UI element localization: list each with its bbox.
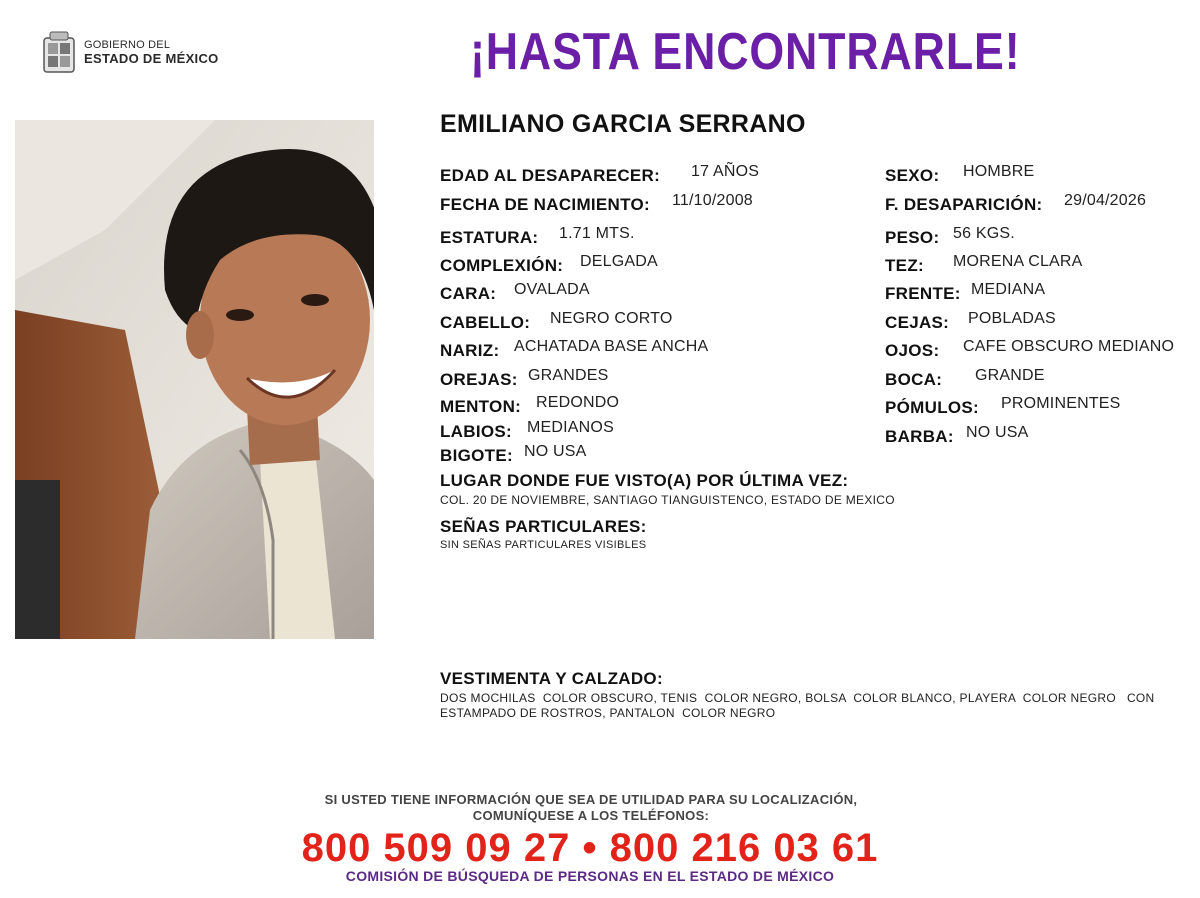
footer-info-line-1: SI USTED TIENE INFORMACIÓN QUE SEA DE UTILIDAD PARA SU LOCALIZACIÓN, — [324, 792, 858, 807]
field-chin — [440, 394, 620, 417]
field-chin-value: REDONDO — [536, 394, 620, 411]
field-mustache-value: NO USA — [524, 443, 587, 460]
field-cheekbones — [885, 395, 1121, 418]
field-mustache — [440, 443, 587, 466]
field-forehead-value: MEDIANA — [971, 281, 1046, 298]
field-beard-label: BARBA: — [885, 427, 954, 446]
field-build — [440, 253, 658, 276]
field-eyes — [885, 338, 1175, 361]
person-name: EMILIANO GARCIA SERRANO — [440, 110, 806, 138]
field-eyes-label: OJOS: — [885, 341, 940, 360]
field-beard — [885, 424, 1029, 447]
missing-person-photo — [15, 120, 374, 639]
clothing-line-2: ESTAMPADO DE ROSTROS, PANTALON COLOR NEGRO — [440, 706, 776, 720]
field-nose-label: NARIZ: — [440, 341, 500, 360]
field-hair — [440, 310, 673, 333]
field-forehead — [885, 281, 1046, 304]
field-beard-value: NO USA — [966, 424, 1029, 441]
phone-numbers[interactable]: 800 509 09 27 • 800 216 03 61 — [301, 826, 879, 870]
field-age — [440, 163, 760, 186]
field-lips-value: MEDIANOS — [527, 419, 614, 436]
field-weight-value: 56 KGS. — [953, 225, 1015, 242]
field-ears — [440, 367, 609, 390]
clothing-title: VESTIMENTA Y CALZADO: — [440, 669, 663, 688]
clothing-line-1: DOS MOCHILAS COLOR OBSCURO, TENIS COLOR NEGRO, BOLSA COLOR BLANCO, PLAYERA COLOR NEGRO CON — [440, 691, 1155, 705]
field-eyebrows-label: CEJAS: — [885, 313, 950, 332]
field-lips — [440, 419, 614, 442]
field-complexion-value: MORENA CLARA — [953, 253, 1083, 270]
field-nose — [440, 338, 709, 361]
field-sex-value: HOMBRE — [963, 163, 1035, 180]
field-mustache-label: BIGOTE: — [440, 446, 513, 465]
field-forehead-label: FRENTE: — [885, 284, 961, 303]
field-weight — [885, 225, 1015, 248]
field-ears-value: GRANDES — [528, 367, 609, 384]
field-eyes-value: CAFE OBSCURO MEDIANO — [963, 338, 1175, 355]
field-sex-label: SEXO: — [885, 166, 940, 185]
field-birth-date-label: FECHA DE NACIMIENTO: — [440, 195, 650, 214]
field-cheekbones-value: PROMINENTES — [1001, 395, 1121, 412]
field-cheekbones-label: PÓMULOS: — [885, 398, 980, 417]
marks-title: SEÑAS PARTICULARES: — [440, 517, 647, 536]
field-disappearance-date — [885, 192, 1147, 215]
field-age-label: EDAD AL DESAPARECER: — [440, 166, 661, 185]
field-complexion-label: TEZ: — [885, 256, 924, 275]
field-eyebrows — [885, 310, 1056, 333]
last-seen-text: COL. 20 DE NOVIEMBRE, SANTIAGO TIANGUISTENCO, ESTADO DE MEXICO — [440, 493, 895, 507]
field-face-value: OVALADA — [514, 281, 590, 298]
state-seal-icon — [42, 30, 76, 74]
logo-line-2: ESTADO DE MÉXICO — [84, 51, 219, 66]
field-mouth-value: GRANDE — [975, 367, 1045, 384]
last-seen-title: LUGAR DONDE FUE VISTO(A) POR ÚLTIMA VEZ: — [440, 471, 849, 490]
field-mouth — [885, 367, 1045, 390]
commission-name: COMISIÓN DE BÚSQUEDA DE PERSONAS EN EL ESTADO DE MÉXICO — [345, 868, 835, 884]
field-weight-label: PESO: — [885, 228, 940, 247]
field-height-label: ESTATURA: — [440, 228, 539, 247]
logo-line-1: GOBIERNO DEL — [84, 39, 171, 51]
field-birth-date — [440, 192, 753, 215]
field-build-label: COMPLEXIÓN: — [440, 256, 564, 275]
field-hair-label: CABELLO: — [440, 313, 531, 332]
field-disappearance-date-label: F. DESAPARICIÓN: — [885, 195, 1043, 214]
field-complexion — [885, 253, 1083, 276]
field-birth-date-value: 11/10/2008 — [672, 192, 753, 209]
field-age-value: 17 AÑOS — [691, 163, 760, 180]
footer-info-line-2: COMUNÍQUESE A LOS TELÉFONOS: — [472, 808, 710, 823]
field-mouth-label: BOCA: — [885, 370, 943, 389]
headline: ¡HASTA ENCONTRARLE! — [470, 23, 1021, 81]
field-face-label: CARA: — [440, 284, 497, 303]
field-face — [440, 281, 590, 304]
field-eyebrows-value: POBLADAS — [968, 310, 1056, 327]
field-height-value: 1.71 MTS. — [559, 225, 635, 242]
field-chin-label: MENTON: — [440, 397, 522, 416]
field-nose-value: ACHATADA BASE ANCHA — [514, 338, 709, 355]
field-build-value: DELGADA — [580, 253, 658, 270]
field-disappearance-date-value: 29/04/2026 — [1064, 192, 1147, 209]
government-logo — [42, 30, 219, 74]
field-height — [440, 225, 635, 248]
field-sex — [885, 163, 1035, 186]
field-hair-value: NEGRO CORTO — [550, 310, 673, 327]
field-ears-label: OREJAS: — [440, 370, 518, 389]
marks-text: SIN SEÑAS PARTICULARES VISIBLES — [440, 539, 647, 551]
field-lips-label: LABIOS: — [440, 422, 512, 441]
